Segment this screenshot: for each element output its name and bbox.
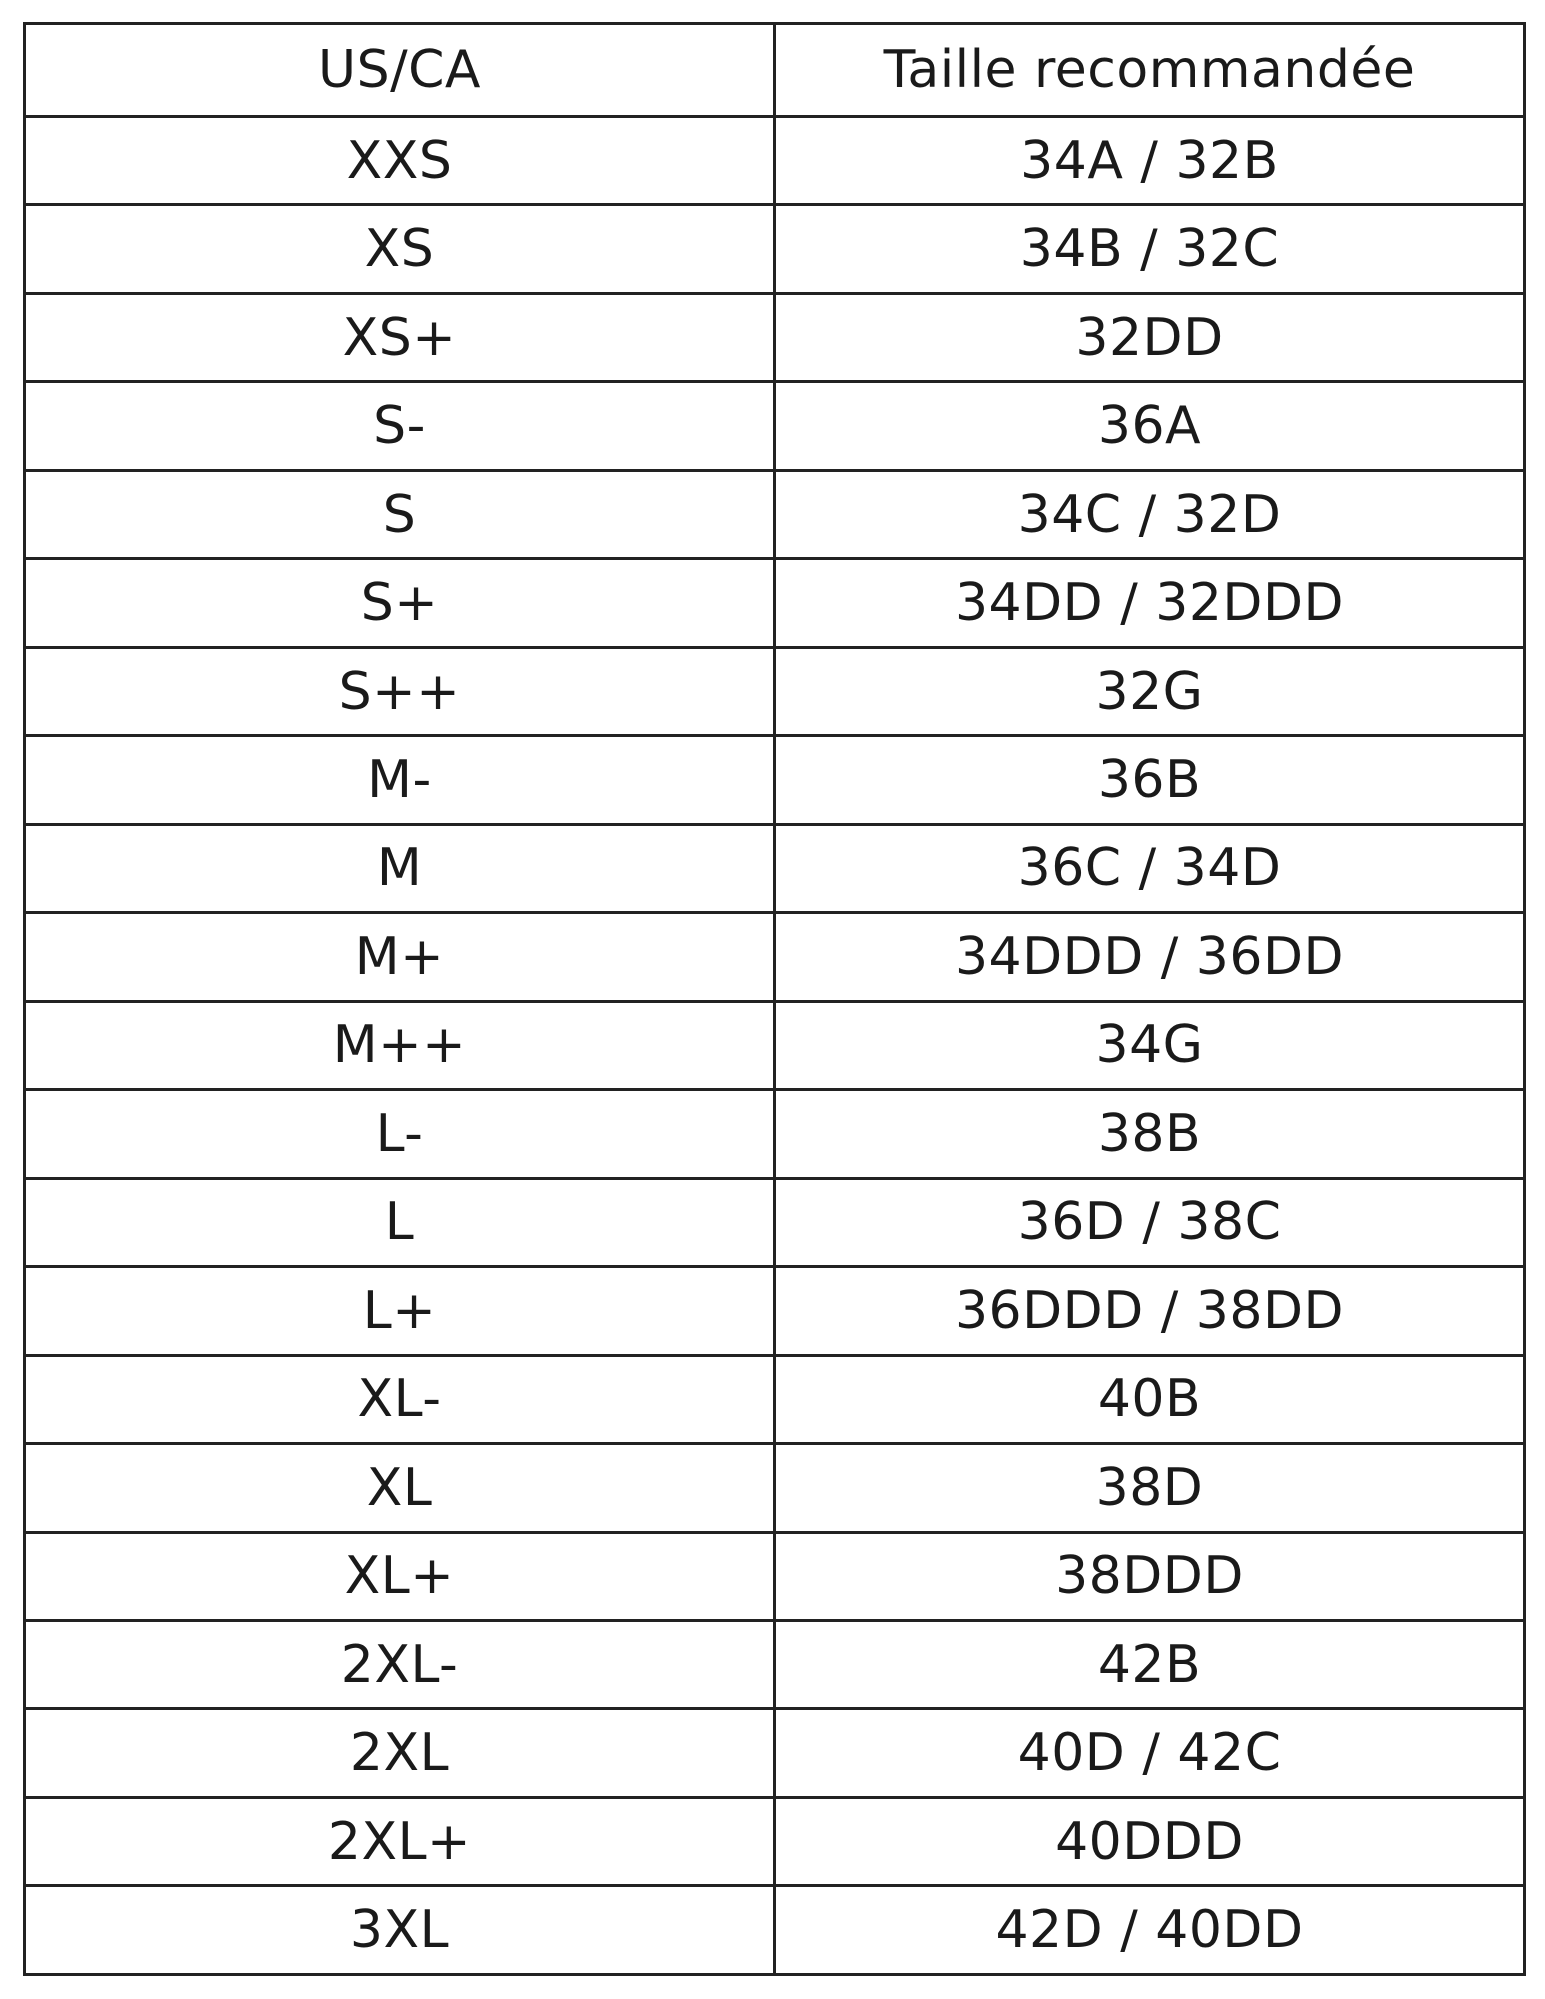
table-row xyxy=(25,736,1525,824)
recommended-size-cell: 40DDD xyxy=(775,1797,1525,1885)
recommended-size-cell: 34DDD / 36DD xyxy=(775,913,1525,1001)
us-ca-size-cell: 3XL xyxy=(25,1886,775,1975)
table-row xyxy=(25,559,1525,647)
us-ca-size-cell: M- xyxy=(25,736,775,824)
recommended-size-cell: 40B xyxy=(775,1355,1525,1443)
us-ca-size-cell: S+ xyxy=(25,559,775,647)
us-ca-size-cell: XL- xyxy=(25,1355,775,1443)
header-us-ca: US/CA xyxy=(25,24,775,117)
recommended-size-cell: 36DDD / 38DD xyxy=(775,1267,1525,1355)
recommended-size-cell: 32DD xyxy=(775,293,1525,381)
header-row xyxy=(25,24,1525,117)
table-row xyxy=(25,1620,1525,1708)
recommended-size-cell: 34A / 32B xyxy=(775,117,1525,205)
us-ca-size-cell: M xyxy=(25,824,775,912)
recommended-size-cell: 34B / 32C xyxy=(775,205,1525,293)
table-row xyxy=(25,1444,1525,1532)
us-ca-size-cell: M+ xyxy=(25,913,775,1001)
recommended-size-cell: 42B xyxy=(775,1620,1525,1708)
recommended-size-cell: 34C / 32D xyxy=(775,470,1525,558)
us-ca-size-cell: XL xyxy=(25,1444,775,1532)
table-row xyxy=(25,913,1525,1001)
table-row xyxy=(25,382,1525,470)
recommended-size-cell: 40D / 42C xyxy=(775,1709,1525,1797)
table-row xyxy=(25,1709,1525,1797)
table-row xyxy=(25,1532,1525,1620)
table-row xyxy=(25,1355,1525,1443)
us-ca-size-cell: S++ xyxy=(25,647,775,735)
recommended-size-cell: 42D / 40DD xyxy=(775,1886,1525,1975)
recommended-size-cell: 38DDD xyxy=(775,1532,1525,1620)
recommended-size-cell: 36C / 34D xyxy=(775,824,1525,912)
table-row xyxy=(25,647,1525,735)
us-ca-size-cell: M++ xyxy=(25,1001,775,1089)
recommended-size-cell: 32G xyxy=(775,647,1525,735)
recommended-size-cell: 36B xyxy=(775,736,1525,824)
us-ca-size-cell: XS+ xyxy=(25,293,775,381)
us-ca-size-cell: XS xyxy=(25,205,775,293)
size-chart-table xyxy=(23,22,1526,1976)
table-row xyxy=(25,824,1525,912)
table-row xyxy=(25,117,1525,205)
recommended-size-cell: 38B xyxy=(775,1090,1525,1178)
us-ca-size-cell: 2XL- xyxy=(25,1620,775,1708)
table-row xyxy=(25,293,1525,381)
size-rows xyxy=(25,117,1525,1975)
table-row xyxy=(25,1090,1525,1178)
table-row xyxy=(25,470,1525,558)
table-row xyxy=(25,1797,1525,1885)
header-recommended-size: Taille recommandée xyxy=(775,24,1525,117)
us-ca-size-cell: 2XL xyxy=(25,1709,775,1797)
us-ca-size-cell: S xyxy=(25,470,775,558)
us-ca-size-cell: L+ xyxy=(25,1267,775,1355)
us-ca-size-cell: XXS xyxy=(25,117,775,205)
recommended-size-cell: 34G xyxy=(775,1001,1525,1089)
recommended-size-cell: 34DD / 32DDD xyxy=(775,559,1525,647)
us-ca-size-cell: S- xyxy=(25,382,775,470)
us-ca-size-cell: L- xyxy=(25,1090,775,1178)
table-row xyxy=(25,205,1525,293)
recommended-size-cell: 36A xyxy=(775,382,1525,470)
us-ca-size-cell: XL+ xyxy=(25,1532,775,1620)
table-row xyxy=(25,1886,1525,1975)
table-row xyxy=(25,1001,1525,1089)
recommended-size-cell: 38D xyxy=(775,1444,1525,1532)
recommended-size-cell: 36D / 38C xyxy=(775,1178,1525,1266)
us-ca-size-cell: L xyxy=(25,1178,775,1266)
us-ca-size-cell: 2XL+ xyxy=(25,1797,775,1885)
table-row xyxy=(25,1267,1525,1355)
table-row xyxy=(25,1178,1525,1266)
